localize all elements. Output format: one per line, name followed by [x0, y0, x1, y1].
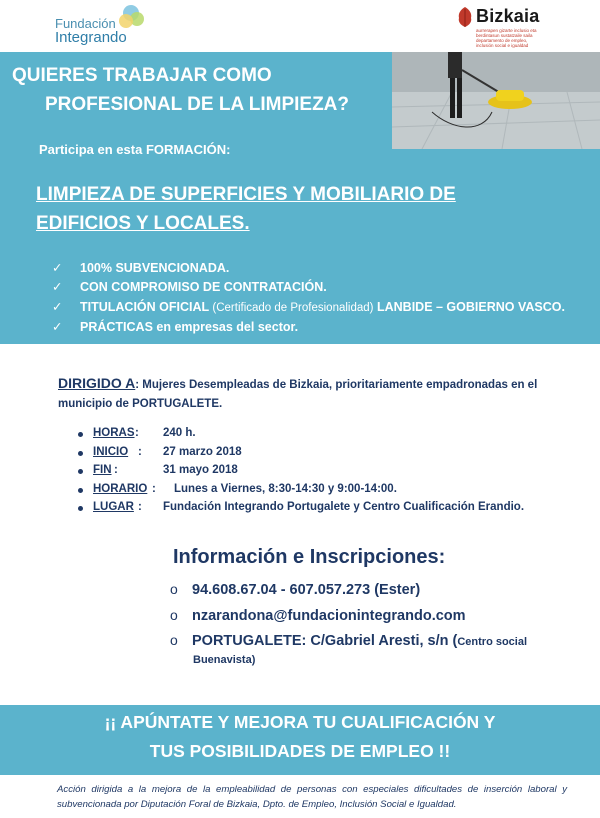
benefit-text: CON COMPROMISO DE CONTRATACIÓN.: [80, 280, 327, 294]
hero-title-line-1: QUIERES TRABAJAR COMO: [12, 65, 272, 86]
benefit-item: [52, 299, 565, 314]
bullet-icon: [78, 506, 83, 511]
hero-intro: Participa en esta FORMACIÓN:: [39, 142, 231, 157]
floor-polisher-illustration: [392, 52, 600, 149]
course-title-line-2: EDIFICIOS Y LOCALES.: [36, 213, 250, 234]
detail-sep: :: [138, 446, 142, 458]
check-icon: ✓: [52, 300, 63, 314]
benefit-item: [52, 279, 327, 294]
circle-bullet-icon: o: [170, 607, 178, 623]
detail-sep: :: [138, 501, 142, 513]
check-icon: ✓: [52, 280, 63, 294]
cta-line-2: TUS POSIBILIDADES DE EMPLEO !!: [149, 741, 451, 761]
benefit-text: TITULACIÓN OFICIAL: [80, 300, 213, 314]
detail-sep: :: [152, 483, 156, 495]
circle-bullet-icon: o: [170, 632, 178, 648]
logo-circles-icon: [115, 4, 149, 32]
info-phone: 94.608.67.04 - 607.057.273 (Ester): [192, 582, 421, 598]
info-email[interactable]: nzarandona@fundacionintegrando.com: [192, 608, 466, 624]
check-icon: ✓: [52, 261, 63, 275]
info-email-row: [170, 607, 466, 625]
info-address-detail: Centro social: [457, 636, 528, 648]
detail-value: 240 h.: [163, 427, 196, 439]
detail-key: FIN: [93, 464, 112, 476]
fundacion-integrando-logo: [55, 4, 165, 48]
bullet-icon: [78, 451, 83, 456]
benefit-text: PRÁCTICAS en empresas del sector.: [80, 320, 299, 334]
benefit-detail: (Certificado de Profesionalidad): [212, 302, 374, 314]
detail-sep: :: [135, 427, 139, 439]
detail-key: INICIO: [93, 446, 129, 458]
cleaning-photo: [392, 52, 600, 149]
detail-value: Lunes a Viernes, 8:30-14:30 y 9:00-14:00.: [174, 483, 397, 495]
detail-value: 31 mayo 2018: [163, 464, 238, 476]
cta-line-1: ¡¡ APÚNTATE Y MEJORA TU CUALIFICACIÓN Y: [104, 712, 496, 732]
logo-line-2: Integrando: [55, 29, 127, 46]
check-icon: ✓: [52, 320, 63, 334]
oak-leaf-icon: [456, 6, 474, 28]
info-phone-row: [170, 581, 420, 599]
bullet-icon: [78, 432, 83, 437]
info-address-cont: Buenavista): [193, 654, 256, 666]
audience-paragraph: [58, 374, 578, 414]
detail-value: 27 marzo 2018: [163, 446, 242, 458]
detail-value: Fundación Integrando Portugalete y Centro Cualificación Erandio.: [163, 501, 525, 513]
bullet-icon: [78, 488, 83, 493]
audience-label: DIRIGIDO A: [58, 375, 136, 391]
detail-sep: :: [114, 464, 118, 476]
info-address-row: [170, 632, 527, 650]
bizkaia-logo: [456, 4, 576, 48]
benefit-text: 100% SUBVENCIONADA.: [80, 261, 230, 275]
logo-line-1: Fundación: [55, 16, 116, 31]
benefit-item: [52, 260, 229, 275]
audience-text: : Mujeres Desempleadas de Bizkaia, prioritariamente empadronadas en el municipio de PORTUGALETE.: [58, 379, 538, 410]
benefit-item: [52, 319, 298, 334]
info-address: PORTUGALETE: C/Gabriel Aresti, s/n (: [192, 633, 458, 649]
benefit-tail: LANBIDE – GOBIERNO VASCO.: [373, 300, 565, 314]
course-title-line-1: LIMPIEZA DE SUPERFICIES Y MOBILIARIO DE: [36, 184, 456, 205]
detail-key: HORAS: [93, 427, 135, 439]
hero-title-line-2: PROFESIONAL DE LA LIMPIEZA?: [45, 94, 350, 115]
detail-key: HORARIO: [93, 483, 148, 495]
bizkaia-name: Bizkaia: [476, 6, 540, 26]
info-title: Información e Inscripciones:: [173, 546, 446, 568]
header: [0, 0, 600, 52]
footer-note: Acción dirigida a la mejora de la empleabilidad de personas con especiales dificultades de inserción laboral y subvencionada por Diputación Foral de Bizkaia, Dpto. de Empleo, Inclusión Social e Igualdad.: [57, 784, 567, 810]
detail-key: LUGAR: [93, 501, 134, 513]
circle-bullet-icon: o: [170, 581, 178, 597]
bizkaia-tagline: aurrerapen gizarte inclusio eta berdintasun sustatzaile saila departamento de empleo, inclusión social e igualdad: [476, 28, 537, 48]
bullet-icon: [78, 469, 83, 474]
